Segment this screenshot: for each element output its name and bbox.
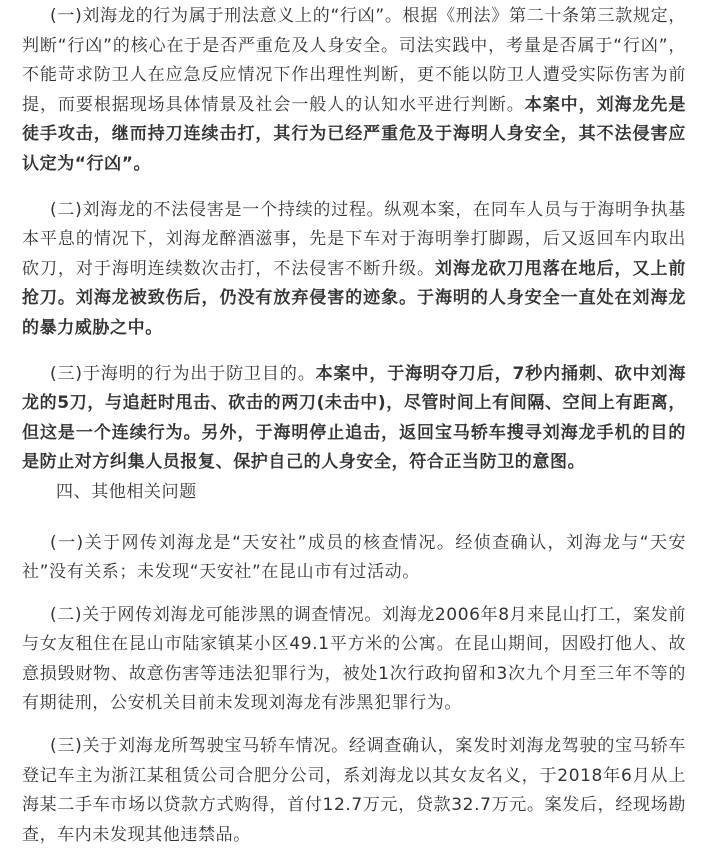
paragraph-2-text: (二)刘海龙的不法侵害是一个持续的过程。纵观本案，在同车人员与于海明争执基本平息的情况下，刘海龙醉酒滋事，先是下车对于海明拳打脚踢，后又返回车内取出砍刀，对于海明连续数次击打，不法侵害不断升级。: [22, 199, 686, 279]
paragraph-2-bold-text: 刘海龙砍刀甩落在地后，又上前抢刀。刘海龙被致伤后，仍没有放弃侵害的迹象。于海明的人身安全一直处在刘海龙的暴力威胁之中。: [22, 258, 686, 338]
article-body: [22, 2, 686, 850]
paragraph-6: (三)关于刘海龙所驾驶宝马轿车情况。经调查确认，案发时刘海龙驾驶的宝马轿车登记车主为浙江某租赁公司合肥分公司，系刘海龙以其女友名义，于2018年6月从上海某二手车市场以贷款方式购得，首付12.7万元，贷款32.7万元。案发后，经现场勘查，车内未发现其他违禁品。: [22, 736, 686, 845]
paragraph-1-bold-text: 本案中，刘海龙先是徒手攻击，继而持刀连续击打，其行为已经严重危及于海明人身安全，其不法侵害应认定为“行凶”。: [22, 94, 686, 174]
paragraph-4: (一)关于网传刘海龙是“天安社”成员的核查情况。经侦查确认，刘海龙与“天安社”没有关系；未发现“天安社”在昆山市有过活动。: [22, 532, 686, 583]
paragraph-2: [22, 196, 686, 344]
section-heading-4: 四、其他相关问题: [56, 481, 197, 502]
paragraph-1-text: (一)刘海龙的行为属于刑法意义上的“行凶”。根据《刑法》第二十条第三款规定，判断“行凶”的核心在于是否严重危及人身安全。司法实践中，考量是否属于“行凶”，不能苛求防卫人在应急反应情况下作出理性判断，更不能以防卫人遭受实际伤害为前提，而要根据现场具体情景及社会一般人的认知水平进行判断。: [22, 6, 686, 115]
paragraph-5: (二)关于网传刘海龙可能涉黑的调查情况。刘海龙2006年8月来昆山打工，案发前与女友租住在昆山市陆家镇某小区49.1平方米的公寓。在昆山期间，因殴打他人、故意损毁财物、故意伤害等违法犯罪行为，被处1次行政拘留和3次九个月至三年不等的有期徒刑，公安机关目前未发现刘海龙有涉黑犯罪行为。: [22, 604, 686, 714]
paragraph-3-text: (三)于海明的行为出于防卫目的。: [50, 363, 316, 384]
paragraph-3: [22, 360, 686, 478]
paragraph-3-bold-text: 本案中，于海明夺刀后，7秒内捅刺、砍中刘海龙的5刀，与追赶时甩击、砍击的两刀(未击中)，尽管时间上有间隔、空间上有距离，但这是一个连续行为。另外，于海明停止追击，返回宝马轿车搜寻刘海龙手机的目的是防止对方纠集人员报复、保护自己的人身安全，符合正当防卫的意图。: [22, 363, 686, 473]
paragraph-1: [22, 2, 686, 180]
